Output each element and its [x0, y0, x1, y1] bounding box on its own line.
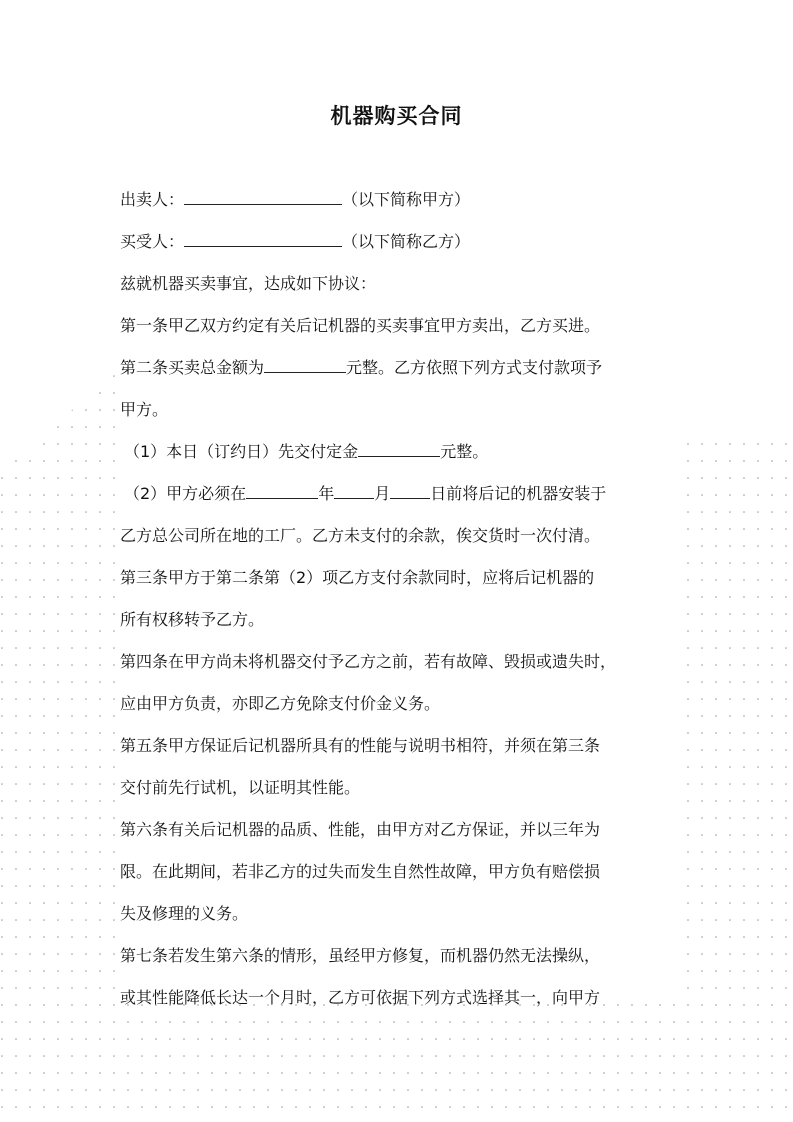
item-2-line-2: 乙方总公司所在地的工厂。乙方未支付的余款，俟交货时一次付清。 — [120, 526, 601, 545]
intro-line: 兹就机器买卖事宜，达成如下协议： — [120, 274, 377, 293]
seller-suffix: （以下简称甲方） — [342, 190, 471, 209]
month-blank[interactable] — [334, 484, 374, 499]
item-1-line — [124, 440, 488, 464]
article-7-line-1: 第七条若发生第六条的情形，虽经甲方修复，而机器仍然无法操纵， — [120, 946, 601, 965]
article-4-line-2: 应由甲方负责，亦即乙方免除支付价金义务。 — [120, 694, 441, 713]
item-2-line-1 — [124, 482, 606, 506]
page-title: 机器购买合同 — [330, 104, 463, 128]
item-2-year-label: 年 — [318, 484, 335, 503]
article-4-line-1: 第四条在甲方尚未将机器交付予乙方之前，若有故障、毁损或遗失时， — [120, 652, 617, 671]
article-2-line-1 — [120, 356, 602, 380]
article-6-line-3: 失及修理的义务。 — [120, 904, 249, 923]
article-5-line-2: 交付前先行试机，以证明其性能。 — [120, 778, 361, 797]
year-blank[interactable] — [246, 484, 318, 499]
item-2-text-b: 日前将后记的机器安装于 — [430, 484, 607, 503]
article-6-line-2: 限。在此期间，若非乙方的过失而发生自然性故障，甲方负有赔偿损 — [120, 862, 601, 881]
seller-label: 出卖人： — [120, 190, 185, 209]
article-2-text-a: 第二条买卖总金额为 — [120, 358, 265, 377]
article-3-line-2: 所有权移转予乙方。 — [120, 610, 265, 629]
article-1: 第一条甲乙双方约定有关后记机器的买卖事宜甲方卖出，乙方买进。 — [120, 316, 601, 335]
buyer-label: 买受人： — [120, 232, 185, 251]
seller-blank[interactable] — [184, 190, 342, 205]
article-5-line-1: 第五条甲方保证后记机器所具有的性能与说明书相符，并须在第三条 — [120, 736, 601, 755]
item-2-text-a: （2）甲方必须在 — [124, 484, 247, 503]
item-1-text-a: （1）本日（订约日）先交付定金 — [124, 442, 359, 461]
deposit-blank[interactable] — [358, 442, 440, 457]
buyer-line — [120, 230, 470, 254]
article-2-text-b: 元整。乙方依照下列方式支付款项予 — [346, 358, 603, 377]
buyer-suffix: （以下简称乙方） — [342, 232, 471, 251]
article-2-line-2: 甲方。 — [120, 400, 169, 419]
item-2-month-label: 月 — [374, 484, 391, 503]
buyer-blank[interactable] — [184, 232, 342, 247]
article-7-line-2: 或其性能降低长达一个月时，乙方可依据下列方式选择其一，向甲方 — [120, 988, 601, 1007]
item-1-text-b: 元整。 — [440, 442, 489, 461]
day-blank[interactable] — [390, 484, 430, 499]
total-amount-blank[interactable] — [264, 358, 346, 373]
article-6-line-1: 第六条有关后记机器的品质、性能，由甲方对乙方保证，并以三年为 — [120, 820, 601, 839]
article-3-line-1: 第三条甲方于第二条第（2）项乙方支付余款同时，应将后记机器的 — [120, 568, 595, 587]
seller-line — [120, 188, 470, 212]
